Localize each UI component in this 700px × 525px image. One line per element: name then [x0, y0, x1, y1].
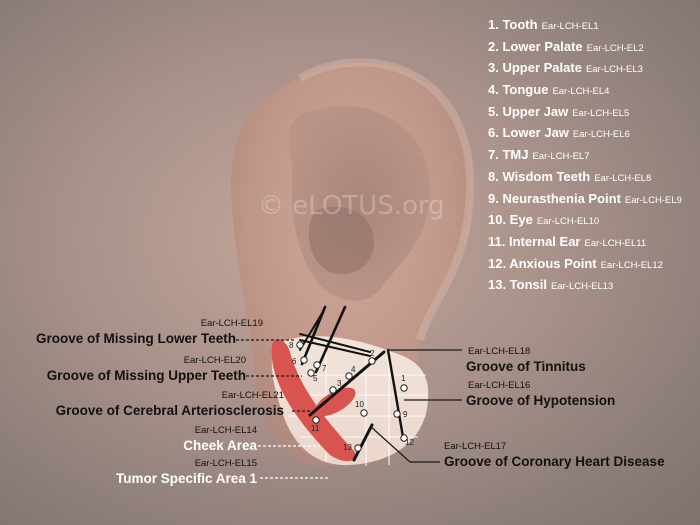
groove-name-hypotension: Groove of Hypotension [466, 393, 616, 408]
groove-name-missing-lower-teeth: Groove of Missing Lower Teeth [35, 331, 236, 346]
legend-item-name: 5. Upper Jaw [488, 103, 569, 119]
point-number-4: 4 [351, 365, 356, 374]
legend-item [488, 274, 682, 296]
legend-item-code: Ear-LCH-EL3 [585, 64, 643, 76]
point-marker-10 [361, 410, 367, 416]
legend-item [488, 166, 682, 188]
legend-item-name: 1. Tooth [488, 17, 538, 32]
point-marker-6 [301, 357, 307, 363]
legend-item [488, 36, 682, 58]
point-number-2: 2 [370, 349, 375, 358]
point-number-1: 1 [401, 374, 406, 383]
point-number-7: 7 [322, 364, 327, 373]
legend-item-name: 4. Tongue [488, 82, 549, 98]
point-marker-2 [369, 358, 375, 364]
groove-code-missing-lower-teeth: Ear-LCH-EL19 [200, 318, 263, 329]
groove-name-tinnitus: Groove of Tinnitus [466, 359, 586, 374]
legend-item-name: 10. Eye [488, 212, 533, 228]
legend-item-code: Ear-LCH-EL8 [594, 172, 652, 184]
point-number-12: 12 [405, 438, 414, 447]
legend-item [488, 57, 682, 79]
legend-item [488, 209, 682, 231]
legend-item [488, 188, 682, 210]
legend-item [488, 231, 682, 253]
point-marker-9 [394, 411, 400, 417]
legend-item-code: Ear-LCH-EL6 [572, 129, 630, 141]
groove-code-cerebral-arteriosclerosis: Ear-LCH-EL21 [221, 390, 284, 401]
point-number-11: 11 [311, 424, 320, 433]
watermark: © eLOTUS.org [258, 191, 445, 221]
legend-item-code: Ear-LCH-EL4 [552, 86, 610, 98]
legend-item [488, 253, 682, 275]
legend-item-code: Ear-LCH-EL7 [532, 151, 590, 163]
legend-item-name: 3. Upper Palate [488, 60, 582, 76]
groove-name-coronary-heart-disease: Groove of Coronary Heart Disease [444, 454, 665, 469]
legend-item-name: 8. Wisdom Teeth [488, 168, 591, 184]
legend-item-name: 6. Lower Jaw [488, 125, 569, 141]
groove-code-coronary-heart-disease: Ear-LCH-EL17 [444, 441, 507, 452]
legend-item-code: Ear-LCH-EL2 [586, 42, 644, 54]
point-marker-13 [355, 445, 361, 451]
point-number-13: 13 [343, 443, 352, 452]
legend-item-code: Ear-LCH-EL10 [536, 216, 600, 228]
point-marker-11 [313, 417, 319, 423]
legend-item-code: Ear-LCH-EL11 [584, 237, 647, 249]
point-number-3: 3 [337, 379, 342, 388]
legend-item-code: Ear-LCH-EL13 [551, 281, 614, 293]
point-marker-1 [401, 385, 407, 391]
point-legend [488, 14, 682, 296]
cheek-area-name: Cheek Area [183, 438, 257, 453]
tumor-area-name: Tumor Specific Area 1 [115, 471, 257, 486]
legend-item-name: 13. Tonsil [488, 277, 547, 293]
legend-item [488, 122, 682, 144]
legend-item [488, 14, 682, 36]
groove-name-cerebral-arteriosclerosis: Groove of Cerebral Arteriosclerosis [55, 403, 284, 418]
legend-item-name: 9. Neurasthenia Point [488, 190, 621, 206]
point-marker-8 [297, 342, 303, 348]
legend-item-code: Ear-LCH-EL9 [624, 194, 682, 206]
legend-item-name: 11. Internal Ear [488, 233, 581, 249]
point-number-5: 5 [313, 374, 318, 383]
point-marker-3 [330, 387, 336, 393]
legend-item-code: Ear-LCH-EL1 [541, 21, 599, 32]
tumor-area-code: Ear-LCH-EL15 [194, 458, 257, 469]
groove-name-missing-upper-teeth: Groove of Missing Upper Teeth [46, 368, 246, 383]
legend-item [488, 79, 682, 101]
legend-item [488, 144, 682, 166]
legend-item [488, 101, 682, 123]
legend-item-name: 12. Anxious Point [488, 255, 597, 271]
point-number-9: 9 [403, 410, 408, 419]
legend-item-code: Ear-LCH-EL12 [600, 259, 663, 271]
cheek-area-code: Ear-LCH-EL14 [194, 425, 257, 436]
point-number-10: 10 [355, 400, 364, 409]
legend-item-name: 2. Lower Palate [488, 38, 583, 54]
legend-item-name: 7. TMJ [488, 147, 529, 163]
groove-code-hypotension: Ear-LCH-EL16 [468, 380, 531, 391]
point-number-6: 6 [292, 357, 297, 366]
legend-item-code: Ear-LCH-EL5 [572, 107, 630, 119]
groove-code-tinnitus: Ear-LCH-EL18 [468, 346, 531, 357]
groove-code-missing-upper-teeth: Ear-LCH-EL20 [183, 355, 246, 366]
point-marker-7 [314, 362, 320, 368]
point-number-8: 8 [289, 341, 294, 350]
